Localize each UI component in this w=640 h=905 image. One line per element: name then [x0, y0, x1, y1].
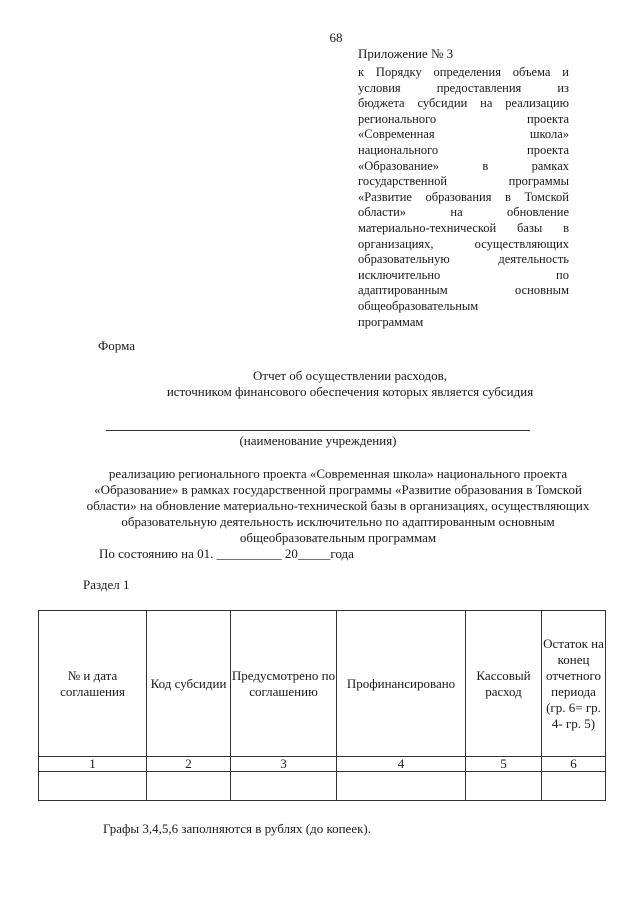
appendix-title: Приложение № 3: [358, 46, 454, 61]
header-agreement: № и дата соглашения: [39, 611, 147, 757]
column-number: 2: [147, 757, 231, 772]
appendix-line: области» на обновление: [358, 205, 569, 220]
appendix-line: регионального проекта: [358, 111, 569, 126]
purpose-line: области» на обновление материально-технической базы в организациях, осуществляющих: [86, 498, 590, 513]
appendix-line: к Порядку определения объема и: [358, 65, 569, 79]
appendix-line: «Образование» в рамках: [358, 158, 569, 173]
column-number: 4: [337, 757, 466, 772]
empty-cell: [147, 772, 231, 801]
subsidy-purpose: [58, 466, 618, 546]
appendix-line: «Развитие образования в Томской: [358, 189, 569, 204]
appendix-line: национального проекта: [358, 142, 569, 157]
purpose-line: реализацию регионального проекта «Современная школа» национального проекта: [108, 466, 568, 481]
appendix-line: организациях, осуществляющих: [358, 236, 569, 251]
purpose-line: «Образование» в рамках государственной программы «Развитие образования в Томской: [94, 482, 582, 497]
report-title: [0, 368, 640, 400]
purpose-line: образовательную деятельность исключительно по адаптированным основным: [121, 514, 555, 529]
appendix-line: общеобразовательным: [358, 298, 479, 313]
appendix-line: «Современная школа»: [358, 127, 569, 142]
header-cash-expense: Кассовый расход: [466, 611, 542, 757]
report-title-line-2: источником финансового обеспечения которых является субсидия: [166, 384, 534, 399]
institution-caption: (наименование учреждения): [239, 433, 397, 448]
report-table: [38, 610, 606, 801]
empty-cell: [231, 772, 337, 801]
header-financed: Профинансировано: [337, 611, 466, 757]
form-label: Форма: [98, 338, 135, 353]
appendix-line: адаптированным основным: [358, 283, 569, 298]
column-number: 6: [542, 757, 606, 772]
appendix-line: исключительно по: [358, 267, 569, 282]
as-of-date: По состоянию на 01. __________ 20_____года: [99, 546, 354, 561]
purpose-line: общеобразовательным программам: [239, 530, 437, 545]
page-number: 68: [329, 30, 343, 45]
report-title-line-1: Отчет об осуществлении расходов,: [253, 368, 447, 383]
header-balance: Остаток на конец отчетного периода (гр. 6= гр. 4- гр. 5): [542, 611, 606, 757]
appendix-line: образовательную деятельность: [358, 252, 569, 267]
empty-cell: [542, 772, 606, 801]
header-subsidy-code: Код субсидии: [147, 611, 231, 757]
institution-underline: [106, 430, 530, 431]
column-number: 5: [466, 757, 542, 772]
empty-cell: [39, 772, 147, 801]
empty-cell: [337, 772, 466, 801]
footnote: Графы 3,4,5,6 заполняются в рублях (до копеек).: [103, 821, 371, 836]
appendix-text: [358, 65, 569, 330]
empty-cell: [466, 772, 542, 801]
appendix-line: государственной программы: [358, 174, 569, 189]
appendix-line: бюджета субсидии на реализацию: [358, 96, 569, 111]
appendix-line: условия предоставления из: [358, 80, 569, 95]
column-number: 1: [39, 757, 147, 772]
section-label: Раздел 1: [83, 577, 130, 592]
header-planned: Предусмотрено по соглашению: [231, 611, 337, 757]
appendix-line: программам: [358, 314, 424, 329]
table-row: [39, 772, 606, 801]
appendix-line: материально-технической базы в: [358, 220, 569, 235]
column-number: 3: [231, 757, 337, 772]
